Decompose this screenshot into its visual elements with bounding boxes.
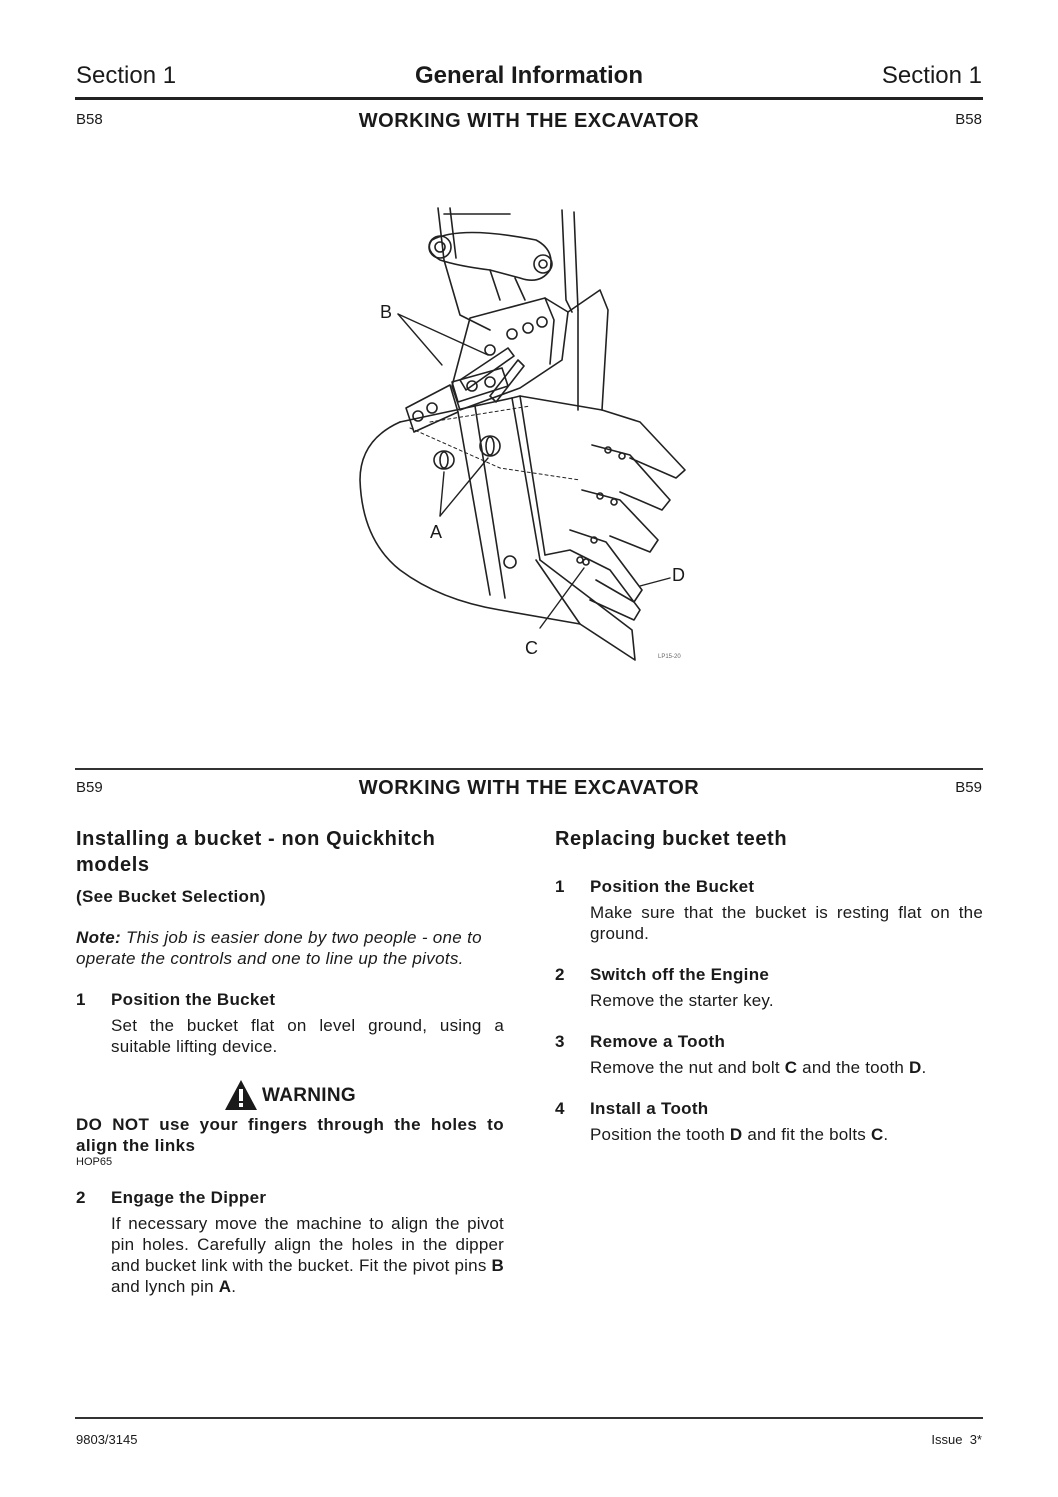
header-rule [75, 97, 983, 100]
ref-c: C [870, 1125, 884, 1144]
step-title: Position the Bucket [590, 877, 755, 896]
step-position-bucket [76, 989, 504, 1057]
step-text: Make sure that the bucket is resting flat on the ground. [590, 903, 983, 943]
step-install-tooth [555, 1098, 983, 1145]
step-text-part: If necessary move the machine to align the pivot pin holes. Carefully align the holes in the dipper and bucket link with the bucket. Fit the pivot pins [111, 1214, 504, 1275]
note-paragraph [76, 927, 504, 969]
warning-icon [224, 1079, 258, 1111]
procedure-heading: Replacing bucket teeth [555, 828, 788, 850]
header-section-left: Section 1 [76, 62, 177, 89]
footer-rule [75, 1417, 983, 1419]
figure-ref: LP15-20 [658, 654, 681, 660]
ref-b: B [491, 1256, 504, 1275]
step-number: 1 [555, 877, 565, 896]
step-text: Remove the starter key. [590, 991, 774, 1010]
step-text: Set the bucket flat on level ground, using a suitable lifting device. [111, 1016, 504, 1056]
step-number: 2 [555, 965, 565, 984]
step-number: 3 [555, 1032, 565, 1051]
footer-issue: Issue 3* [931, 1432, 982, 1447]
figure-label-b: B [380, 302, 393, 322]
warning-heading [76, 1079, 504, 1111]
step-text-part: Remove the nut and bolt [590, 1058, 785, 1077]
footer-doc-number: 9803/3145 [76, 1432, 138, 1447]
section-code-right: B58 [955, 111, 982, 128]
ref-c: C [784, 1058, 798, 1077]
header-title: General Information [414, 62, 644, 89]
warning-text: DO NOT use your fingers through the holes to align the links [76, 1115, 504, 1155]
figure-label-d: D [672, 565, 685, 585]
step-text-part: . [883, 1125, 889, 1144]
ref-a: A [218, 1277, 232, 1296]
section-code-left: B59 [76, 779, 103, 796]
step-title: Switch off the Engine [590, 965, 770, 984]
bucket-illustration [340, 200, 720, 680]
warning-code: HOP65 [76, 1156, 113, 1168]
step-text-part: . [921, 1058, 927, 1077]
note-label: Note: [76, 928, 121, 947]
step-text-part: . [231, 1277, 237, 1296]
ref-d: D [908, 1058, 922, 1077]
section-rule [75, 768, 983, 770]
step-position-bucket [555, 876, 983, 944]
step-title: Install a Tooth [590, 1099, 709, 1118]
left-column [76, 826, 504, 1297]
header-section-right: Section 1 [881, 62, 982, 89]
step-text-part: and the tooth [797, 1058, 909, 1077]
procedure-subheading: (See Bucket Selection) [76, 887, 266, 906]
step-text-part: and fit the bolts [742, 1125, 871, 1144]
note-text: This job is easier done by two people - one to operate the controls and one to line up the pivots. [76, 928, 482, 968]
step-title: Remove a Tooth [590, 1032, 726, 1051]
section-code-right: B59 [955, 779, 982, 796]
step-text-part: and lynch pin [111, 1277, 219, 1296]
step-text [590, 1124, 983, 1145]
step-text [111, 1213, 504, 1297]
section-title: WORKING WITH THE EXCAVATOR [358, 777, 700, 799]
ref-d: D [729, 1125, 743, 1144]
figure-label-c: C [525, 638, 538, 658]
step-number: 1 [76, 990, 86, 1009]
step-title: Position the Bucket [111, 990, 276, 1009]
step-text-part: Position the tooth [590, 1125, 730, 1144]
step-number: 4 [555, 1099, 565, 1118]
step-title: Engage the Dipper [111, 1188, 267, 1207]
step-number: 2 [76, 1188, 86, 1207]
step-remove-tooth [555, 1031, 983, 1078]
section-code-left: B58 [76, 111, 103, 128]
section-title: WORKING WITH THE EXCAVATOR [358, 110, 700, 132]
warning-label: WARNING [262, 1084, 356, 1106]
step-text [590, 1057, 983, 1078]
right-column [555, 826, 983, 1145]
figure-label-a: A [430, 522, 443, 542]
procedure-heading: Installing a bucket - non Quickhitch models [76, 828, 436, 876]
step-engage-dipper [76, 1187, 504, 1297]
step-switch-off-engine [555, 964, 983, 1011]
